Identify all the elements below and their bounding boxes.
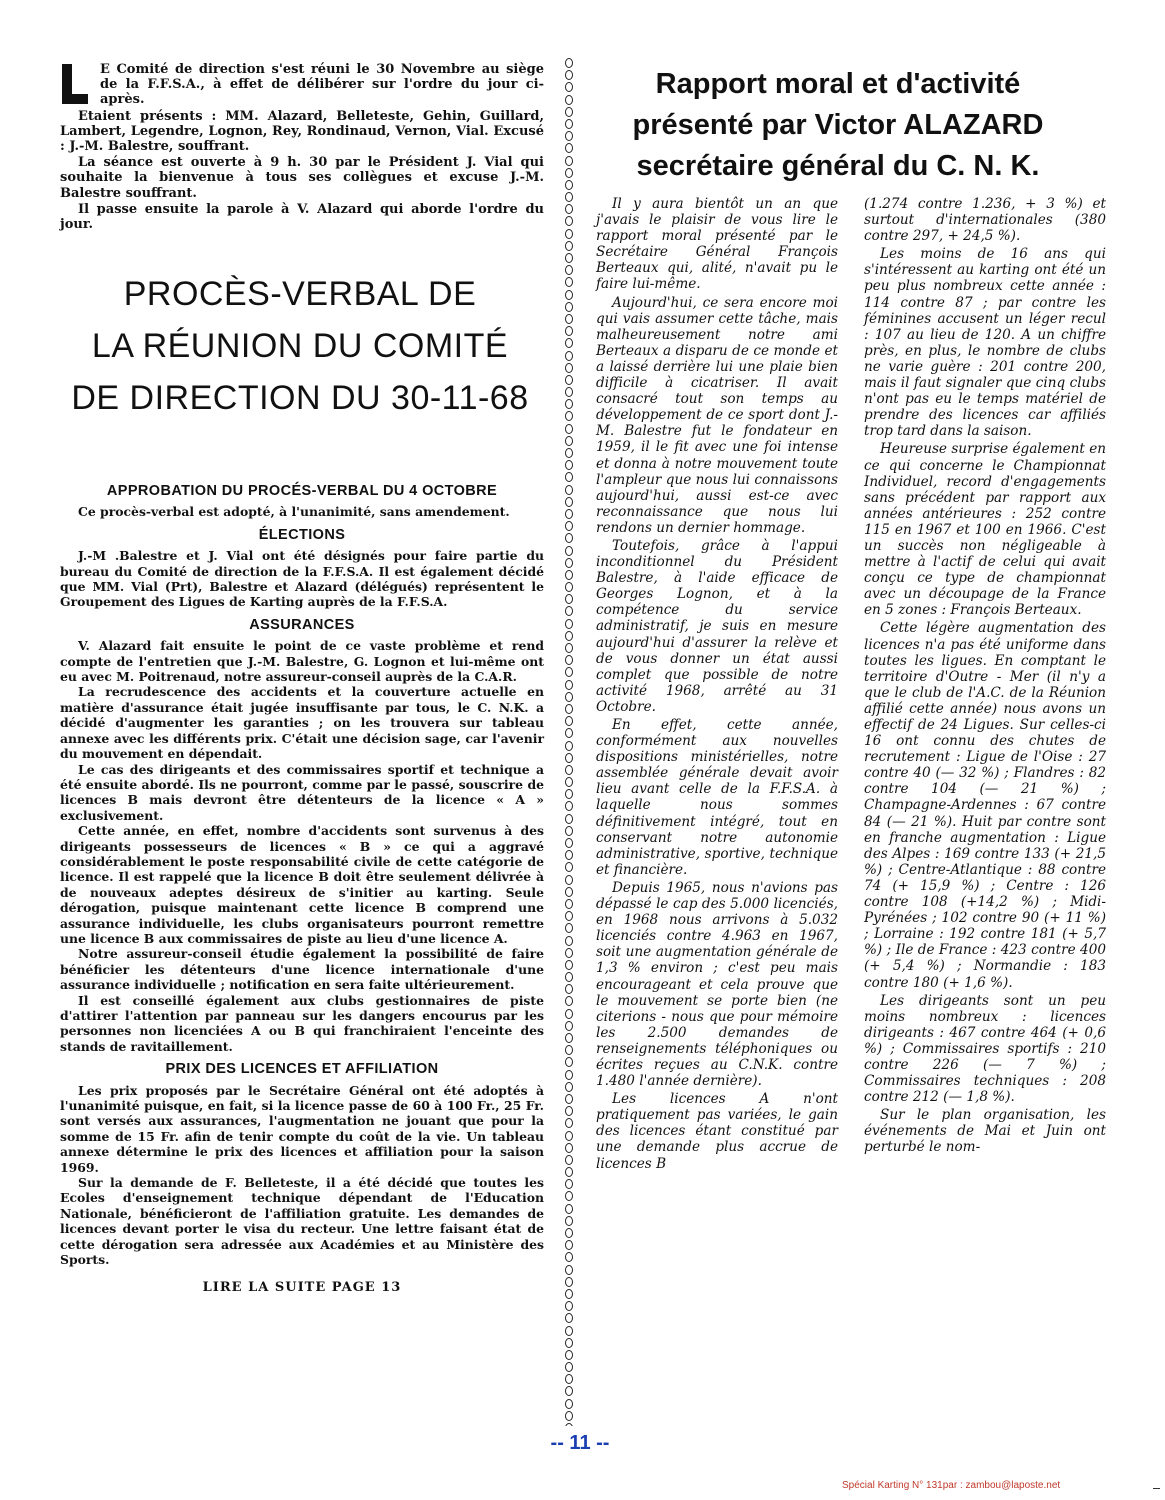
divider-link (565, 1265, 573, 1275)
divider-link (565, 570, 573, 580)
divider-link (565, 1301, 573, 1311)
title-line: présenté par Victor ALAZARD (632, 109, 1044, 141)
divider-link (565, 1289, 573, 1299)
section-paragraph: Cette année, en effet, nombre d'accidents sont survenus à des dirigeants possesseurs de licences « B » ce qui a aggravé considérablement le poste responsabilité civile de cette catégorie de licence. Il est rappelé que la licence B doit être seulement délivrée à de nouveaux adeptes désireux de s'initier au karting. Seule dérogation, puisque maintenant cette licence B comprend une assurance individuelle, les clubs organisateurs pourront remettre une licence B aux commissaires de piste au lieu d'une licence A. (60, 823, 544, 946)
divider-link (565, 643, 573, 653)
rapport-paragraph: Il y aura bientôt un an que j'avais le plaisir de vous lire le rapport moral présenté par le Secrétaire Général François Berteaux qui, alité, n'avait pu le faire lui-même. (596, 196, 838, 293)
divider-link (565, 192, 573, 202)
rapport-paragraph: (1.274 contre 1.236, + 3 %) et surtout d'internationales (380 contre 297, + 24,5 %). (864, 196, 1106, 245)
divider-link (565, 1204, 573, 1214)
divider-link (565, 923, 573, 933)
divider-link (565, 826, 573, 836)
divider-link (565, 1167, 573, 1177)
divider-link (565, 375, 573, 385)
divider-link (565, 960, 573, 970)
divider-link (565, 1338, 573, 1348)
divider-link (565, 533, 573, 543)
rapport-paragraph: Depuis 1965, nous n'avions pas dépassé le cap des 5.000 licenciés, en 1968 nous arrivons à 5.032 licenciés contre 4.963 en 1967, soit une augmentation générale de 1,3 % environ ; c'est peu mais encourageant et cela prouve que le mouvement se porte bien (ne citerions - nous que pour mémoire les 2.500 demandes de renseignements téléphoniques ou écrites reçues au C.N.K. contre 1.480 l'année dernière). (596, 879, 838, 1090)
divider-link (565, 801, 573, 811)
continue-note: LIRE LA SUITE PAGE 13 (202, 1279, 402, 1295)
footer-credit: Spécial Karting N° 131par : zambou@laposte.net (842, 1480, 1061, 1491)
divider-link (565, 680, 573, 690)
left-column-body (60, 484, 544, 1295)
divider-link (565, 1106, 573, 1116)
divider-link (565, 667, 573, 677)
divider-link (565, 765, 573, 775)
divider-link (565, 655, 573, 665)
divider-link (565, 82, 573, 92)
intro-paragraph: Il passe ensuite la parole à V. Alazard qui aborde l'ordre du jour. (60, 201, 544, 233)
divider-link (565, 838, 573, 848)
rapport-column-1 (596, 196, 838, 1174)
divider-link (565, 814, 573, 824)
divider-link (565, 911, 573, 921)
divider-link (565, 1033, 573, 1043)
divider-link (565, 716, 573, 726)
divider-link (565, 972, 573, 982)
divider-link (565, 558, 573, 568)
divider-link (565, 363, 573, 373)
title-line: LA RÉUNION DU COMITÉ (91, 327, 509, 365)
divider-link (565, 351, 573, 361)
column-divider (562, 58, 576, 1426)
divider-link (565, 936, 573, 946)
divider-link (565, 1070, 573, 1080)
rapport-paragraph: Aujourd'hui, ce sera encore moi qui vais assumer cette tâche, mais malheureusement notre ami Berteaux a disparu de ce monde et a laissé derrière lui une plaie bien difficile à cicatriser. Il avait consacré tout son temps au développement de ce sport dont J.-M. Balestre fut le fondateur en 1959, il le fit avec une foi intense et donna à notre mouvement toute l'ampleur que nous lui connaissons aujourd'hui, aussi est-ce avec reconnaissance que nous lui rendons un dernier hommage. (596, 294, 838, 536)
divider-link (565, 472, 573, 482)
divider-link (565, 875, 573, 885)
divider-link (565, 314, 573, 324)
divider-link (565, 180, 573, 190)
divider-link (565, 399, 573, 409)
divider-link (565, 948, 573, 958)
intro-paragraph: Etaient présents : MM. Alazard, Belleteste, Gehin, Guillard, Lambert, Legendre, Lognon, Rey, Rondinaud, Vernon, Vial. Excusé : J.-M. Balestre, souffrant. (60, 108, 544, 155)
intro-paragraph: La séance est ouverte à 9 h. 30 par le Président J. Vial qui souhaite la bienvenue à tous ses collègues et excuse J.-M. Balestre souffrant. (60, 155, 544, 201)
title-line: DE DIRECTION DU 30-11-68 (71, 379, 529, 417)
divider-link (565, 460, 573, 470)
divider-link (565, 1155, 573, 1165)
section-paragraph: Le cas des dirigeants et des commissaires sportif et technique a été ensuite abordé. Ils ne pourront, comme par le passé, souscrire de licences B mais devront être détenteurs de la licence « A » exclusivement. (60, 761, 544, 823)
divider-link (565, 1228, 573, 1238)
divider-link (565, 1009, 573, 1019)
divider-link (565, 338, 573, 348)
title-line: secrétaire général du C. N. K. (636, 150, 1040, 182)
intro-paragraph: E Comité de direction s'est réuni le 30 Novembre au siège de la F.F.S.A., à effet de délibérer sur l'ordre du jour ci-après. (100, 62, 544, 108)
divider-link (565, 996, 573, 1006)
divider-link (565, 265, 573, 275)
divider-link (565, 448, 573, 458)
divider-link (565, 850, 573, 860)
section-paragraph: La recrudescence des accidents et la couverture actuelle en matière d'assurance était jugée insuffisante par tous, le C. N.K. a décidé d'augmenter les garanties ; on les trouvera sur tableau annexe avec les différents prix. C'était une décision sage, car l'avenir du mouvement en dépendait. (60, 684, 544, 762)
divider-link (565, 411, 573, 421)
divider-link (565, 1411, 573, 1421)
divider-link (565, 984, 573, 994)
divider-link (565, 1179, 573, 1189)
divider-link (565, 741, 573, 751)
section-heading-elections: ÉLECTIONS (258, 526, 346, 543)
section-paragraph: J.-M .Balestre et J. Vial ont été désignés pour faire partie du bureau du Comité de direction de la F.F.S.A. Il est également décidé que MM. Vial (Prt), Balestre et Alazard (délégués) représentent le Groupement des Ligues de Karting auprès de la F.F.S.A. (60, 548, 544, 610)
divider-link (565, 107, 573, 117)
title-line: Rapport moral et d'activité (655, 68, 1021, 100)
divider-link (565, 887, 573, 897)
divider-link (565, 253, 573, 263)
dropcap-letter (60, 64, 90, 104)
divider-link (565, 1362, 573, 1372)
divider-link (565, 1313, 573, 1323)
divider-link (565, 789, 573, 799)
section-paragraph: Sur la demande de F. Belleteste, il a été décidé que toutes les Ecoles d'enseignement technique dépendant de l'Education Nationale, bénéficieront de l'affiliation gratuite. Les demandes de licences devant porter le visa du recteur. Une lettre faisant état de cette dérogation sera adressée aux Académies et au Ministère des Sports. (60, 1175, 544, 1268)
divider-link (565, 631, 573, 641)
divider-link (565, 899, 573, 909)
section-paragraph: Les prix proposés par le Secrétaire Général ont été adoptés à l'unanimité puisque, en fait, si la licence passe de 60 à 100 Fr., 25 Fr. sont versés aux assurances, l'augmentation ne jouant que pour la somme de 15 Fr. afin de tenir compte du coût de la vie. Un tableau annexe détermine le prix des licences et affiliation pour la saison 1969. (60, 1082, 544, 1175)
divider-link (565, 119, 573, 129)
divider-link (565, 546, 573, 556)
divider-link (565, 131, 573, 141)
divider-link (565, 594, 573, 604)
divider-link (565, 168, 573, 178)
rapport-title (588, 64, 1088, 187)
divider-link (565, 1131, 573, 1141)
rapport-paragraph: Cette légère augmentation des licences n'a pas été uniforme dans toutes les ligues. En comptant le territoire d'Outre - Mer (il n'y a que le club de l'A.C. de la Réunion affilié cette année) nous avons un effectif de 24 Ligues. Sur celles-ci 16 ont connu des chutes de recrutement : Ligue de l'Oise : 27 contre 40 (— 32 %) ; Flandres : 82 contre 104 (— 21 %) ; Champagne-Ardennes : 67 contre 84 (— 21 %). Huit par contre sont en franche augmentation : Ligue des Alpes : 169 contre 133 (+ 21,5 %) ; Centre-Atlantique : 88 contre 74 (+ 15,9 %) ; Centre : 126 contre 108 (+14,2 %) ; Midi-Pyrénées ; 102 contre 90 (+ 11 %) ; Lorraine : 192 contre 181 (+ 5,7 %) ; Ile de France : 423 contre 400 (+ 5,4 %) ; Normandie : 183 contre 180 (+ 1,6 %). (864, 620, 1106, 991)
section-heading-assurances: ASSURANCES (249, 616, 355, 633)
section-paragraph: Il est conseillé également aux clubs gestionnaires de piste d'attirer l'attention par panneau sur les dangers encourus par les personnes non licenciées A ou B qui franchiraient l'enceinte des stands de ravitaillement. (60, 992, 544, 1054)
divider-link (565, 1216, 573, 1226)
divider-link (565, 436, 573, 446)
divider-link (565, 204, 573, 214)
rapport-paragraph: Sur le plan organisation, les événements de Mai et Juin ont perturbé le nom- (864, 1107, 1106, 1156)
divider-link (565, 619, 573, 629)
page-number: -- 11 -- (550, 1432, 610, 1454)
divider-link (565, 1374, 573, 1384)
divider-link (565, 387, 573, 397)
divider-link (565, 58, 573, 68)
divider-link (565, 753, 573, 763)
divider-link (565, 216, 573, 226)
divider-link (565, 302, 573, 312)
proces-verbal-title (40, 268, 560, 424)
divider-link (565, 1191, 573, 1201)
divider-link (565, 424, 573, 434)
divider-link (565, 1021, 573, 1031)
rapport-column-2 (864, 196, 1106, 1158)
divider-link (565, 509, 573, 519)
divider-link (565, 1143, 573, 1153)
section-heading-prix-licences: PRIX DES LICENCES ET AFFILIATION (165, 1061, 439, 1078)
divider-link (565, 606, 573, 616)
divider-link (565, 290, 573, 300)
divider-link (565, 485, 573, 495)
divider-link (565, 326, 573, 336)
divider-link (565, 497, 573, 507)
divider-link (565, 582, 573, 592)
rapport-paragraph: Les moins de 16 ans qui s'intéressent au karting ont été un peu plus nombreux cette année : 114 contre 87 ; par contre les féminines accusent un léger recul : 107 au lieu de 120. A un chiffre près, en plus, le nombre de clubs ne varie guère : 201 contre 200, mais il faut signaler que cinq clubs n'ont pas eu le temps matériel de prendre des licences car affiliés trop tard dans la saison. (864, 246, 1106, 440)
section-paragraph: Notre assureur-conseil étudie également la possibilité de faire bénéficier les détenteurs d'une licence internationale d'une assurance individuelle ; notification en sera faite ultérieurement. (60, 946, 544, 993)
divider-link (565, 1350, 573, 1360)
rapport-paragraph: En effet, cette année, conformément aux nouvelles dispositions ministérielles, notre assemblée générale devait avoir lieu avant celle de la F.F.S.A. à laquelle nous sommes définitivement intégré, tout en conservant notre autonomie administrative, sportive, technique et financière. (596, 717, 838, 878)
divider-link (565, 1386, 573, 1396)
rapport-paragraph: Toutefois, grâce à l'appui inconditionnel du Président Balestre, à l'aide efficace de Georges Lognon, et à la compétence du service administratif, je suis en mesure aujourd'hui d'assurer la relève et de vous donner un état aussi complet que possible de notre activité 1968, arrêté au 31 Octobre. (596, 537, 838, 715)
divider-link (565, 704, 573, 714)
divider-link (565, 229, 573, 239)
rapport-paragraph: Les licences A n'ont pratiquement pas variées, le gain des licences étant constitué par une demande plus accrue de licences B (596, 1091, 838, 1172)
divider-link (565, 777, 573, 787)
divider-link (565, 692, 573, 702)
divider-link (565, 1423, 573, 1426)
divider-link (565, 1277, 573, 1287)
divider-link (565, 241, 573, 251)
section-paragraph: V. Alazard fait ensuite le point de ce vaste problème et rend compte de l'entretien que J.-M. Balestre, G. Lognon et lui-même ont eu avec M. Poitrenaud, notre assureur-conseil auprès de la C.A.R. (60, 638, 544, 685)
divider-link (565, 1082, 573, 1092)
divider-link (565, 143, 573, 153)
left-column-intro (60, 62, 544, 233)
divider-link (565, 1057, 573, 1067)
divider-link (565, 728, 573, 738)
divider-link (565, 1118, 573, 1128)
divider-link (565, 1094, 573, 1104)
divider-link (565, 70, 573, 80)
divider-link (565, 1240, 573, 1250)
footer-dash (1153, 1488, 1160, 1489)
rapport-paragraph: Les dirigeants sont un peu moins nombreux : licences dirigeants : 467 contre 464 (+ 0,6 %) ; Commissaires sportifs : 210 contre 226 (— 7 %) ; Commissaires techniques : 208 contre 212 (— 1,8 %). (864, 992, 1106, 1106)
divider-link (565, 1252, 573, 1262)
divider-link (565, 95, 573, 105)
section-heading-approbation: APPROBATION DU PROCÉS-VERBAL DU 4 OCTOBRE (106, 483, 498, 499)
title-line: PROCÈS-VERBAL DE (123, 275, 477, 313)
divider-link (565, 1399, 573, 1409)
rapport-paragraph: Heureuse surprise également en ce qui concerne le Championnat Individuel, record d'engagements sans précédent par rapport aux années antérieures : 252 contre 115 en 1967 et 100 en 1966. C'est un succès non négligeable à mettre à l'actif de celui qui avait conçu ce type de championnat avec un découpage de la France en 5 zones : François Berteaux. (864, 441, 1106, 619)
divider-link (565, 277, 573, 287)
divider-link (565, 862, 573, 872)
divider-link (565, 521, 573, 531)
divider-link (565, 1326, 573, 1336)
divider-link (565, 1045, 573, 1055)
section-paragraph: Ce procès-verbal est adopté, à l'unanimité, sans amendement. (78, 504, 510, 520)
divider-link (565, 156, 573, 166)
